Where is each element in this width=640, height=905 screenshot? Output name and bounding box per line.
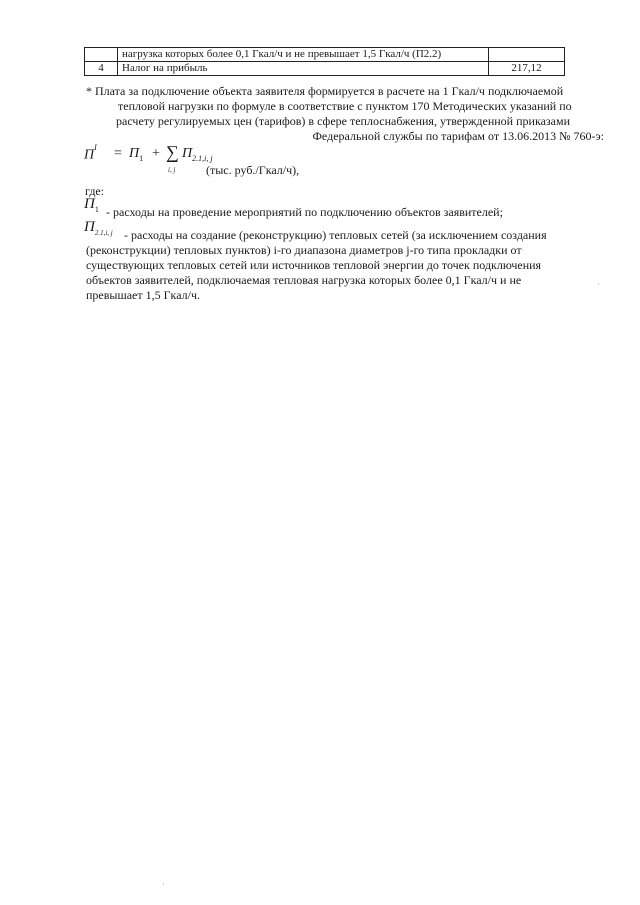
formula-units: (тыс. руб./Гкал/ч),	[206, 163, 300, 177]
definition-line: объектов заявителей, подключаемая тепловая нагрузка которых более 0,1 Гкал/ч и не	[86, 273, 522, 287]
scan-speck: ·	[597, 280, 600, 289]
definition-symbol: $П_1$	[84, 196, 99, 214]
formula-lhs: $П^I$	[84, 143, 97, 163]
row-number: 4	[85, 62, 118, 76]
row-value: 217,12	[489, 62, 565, 76]
definition-line: (реконструкции) тепловых пунктов) i-го диапазона диаметров j-го типа прокладки от	[86, 243, 522, 257]
row-number	[85, 48, 118, 62]
definition-text: - расходы на проведение мероприятий по подключению объектов заявителей;	[106, 205, 503, 219]
formula-term-p1: $П_1$	[129, 146, 144, 163]
footnote-line: * Плата за подключение объекта заявителя формируется в расчете на 1 Гкал/ч подключаемой	[86, 84, 564, 98]
definition-p1	[84, 196, 624, 222]
row-value	[489, 48, 565, 62]
formula-plus: +	[152, 146, 160, 161]
definition-line: существующих тепловых сетей или источников тепловой энергии до точек подключения	[86, 258, 542, 272]
cost-table	[84, 47, 565, 76]
table-row	[85, 62, 565, 76]
definition-continuation	[86, 243, 541, 303]
formula-sum-index: i, j	[168, 166, 176, 174]
definition-line: превышает 1,5 Гкал/ч.	[86, 288, 200, 302]
footnote-line: Федеральной службы по тарифам от 13.06.2013 № 760-э:	[312, 129, 604, 143]
row-description: нагрузка которых более 0,1 Гкал/ч и не превышает 1,5 Гкал/ч (П2.2)	[118, 48, 489, 62]
footnote-line: тепловой нагрузки по формуле в соответствие с пунктом 170 Методических указаний по	[118, 99, 572, 113]
formula-equals: =	[114, 146, 122, 161]
formula-term-p2: $П_{2.1,i, j}$	[182, 146, 213, 163]
table-row	[85, 48, 565, 62]
footnote	[86, 84, 606, 144]
footnote-line: расчету регулируемых цен (тарифов) в сфере теплоснабжения, утвержденной приказами	[116, 114, 571, 128]
definition-text: - расходы на создание (реконструкцию) тепловых сетей (за исключением создания	[124, 228, 547, 242]
where-label: где:	[85, 184, 105, 198]
formula-sum-sign: ∑	[166, 142, 179, 162]
row-description: Налог на прибыль	[118, 62, 489, 76]
scan-speck: ·	[162, 880, 165, 889]
definition-symbol: $П_{2.1,i, j}$	[84, 219, 113, 237]
